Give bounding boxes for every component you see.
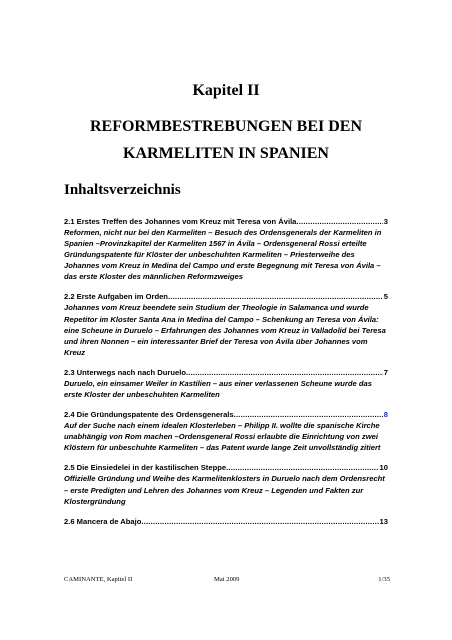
footer-document-title: CAMINANTE, Kapitel II (64, 576, 133, 583)
toc-leader-dots (226, 462, 378, 473)
toc-leader-dots (186, 367, 383, 378)
toc-entry-label: 2.2 Erste Aufgaben im Orden (64, 292, 168, 302)
toc-entry-page: 3 (383, 217, 388, 226)
toc-entry-page-link[interactable]: 8 (383, 410, 388, 420)
toc-entry-link[interactable] (64, 462, 388, 473)
toc-entry-description: Johannes vom Kreuz beendete sein Studium der Theologie in Salamanca und wurde Repetitor im Kloster Santa Ana in Medina del Campo – Schenkung an Teresa von Ávila: eine Scheune in Duruelo – Erfahrungen des Johannes vom Kreuz in Valladolid bei Teresa und ihren Nonnen – ein interessanter Brief der Teresa von Ávila über Johannes vom Kreuz (64, 303, 386, 357)
toc-entry (64, 462, 388, 506)
toc-entry-label: 2.4 Die Gründungspatente des Ordensgenerals (64, 410, 234, 420)
footer-page-number: 1/35 (378, 576, 390, 583)
toc-entry-label: 2.3 Unterwegs nach nach Duruelo (64, 367, 186, 377)
chapter-heading: Kapitel II (192, 82, 260, 99)
footer-date: Mai 2009 (214, 576, 240, 583)
toc-entry (64, 409, 388, 453)
toc-entry-label: 2.5 Die Einsiedelei in der kastilischen Steppe (64, 463, 227, 473)
toc-entry-page: 5 (383, 292, 388, 302)
toc-entry-page: 7 (383, 367, 388, 377)
toc-leader-dots (168, 291, 383, 302)
toc-entry-link[interactable] (64, 216, 388, 227)
table-of-contents (64, 216, 388, 536)
chapter-title-line: KARMELITEN IN SPANIEN (123, 145, 329, 162)
toc-entry-link[interactable] (64, 516, 388, 527)
toc-entry-description: Auf der Suche nach einem idealen Klosterleben – Philipp II. wollte die spanische Kirche unabhängig von Rom machen –Ordensgeneral Rossi erlaubte die Einrichtung von zwei Klöstern für unbeschuhte Karmeliten – das Patent wurde lange Zeit unvollständig zitiert (64, 421, 381, 453)
chapter-title-line: REFORMBESTREBUNGEN BEI DEN (89, 118, 363, 135)
toc-entry (64, 291, 388, 357)
toc-entry (64, 216, 388, 282)
toc-entry-link[interactable] (64, 291, 388, 302)
toc-entry (64, 516, 388, 527)
toc-leader-dots (234, 409, 383, 420)
toc-entry-link[interactable] (64, 367, 388, 378)
toc-entry-link[interactable] (64, 409, 388, 420)
toc-entry-label: 2.6 Mancera de Abajo (64, 516, 142, 526)
toc-entry-description: Reformen, nicht nur bei den Karmeliten – Besuch des Ordensgenerals der Karmeliten in Spanien –Provinzkapitel der Karmeliten 1567 in Ávila – Ordensgeneral Rossi erteilte Gründungspatente für Klöster der unbeschuhten Karmeliten – Priesterweihe des Johannes vom Kreuz in Medina del Campo und erste Begegnung mit Teresa von Ávila – das erste Kloster des männlichen Reformzweiges (64, 228, 382, 282)
toc-entry-description: Duruelo, ein einsamer Weiler in Kastilien – aus einer verlassenen Scheune wurde das erste Kloster der unbeschuhten Karmeliten (64, 378, 372, 400)
toc-leader-dots (296, 216, 382, 227)
toc-entry-page: 13 (379, 516, 388, 526)
toc-entry-label: 2.1 Erstes Treffen des Johannes vom Kreuz mit Teresa von Ávila (64, 217, 297, 226)
toc-entry-description: Offizielle Gründung und Weihe des Karmelitenklosters in Duruelo nach dem Ordensrecht – erste Predigten und Lehren des Johannes vom Kreuz – Legenden und Fakten zur Klostergründung (64, 474, 385, 506)
toc-entry (64, 367, 388, 400)
toc-leader-dots (141, 516, 378, 527)
toc-heading: Inhaltsverzeichnis (64, 182, 181, 198)
toc-entry-page: 10 (379, 463, 388, 473)
chapter-title (0, 113, 452, 167)
